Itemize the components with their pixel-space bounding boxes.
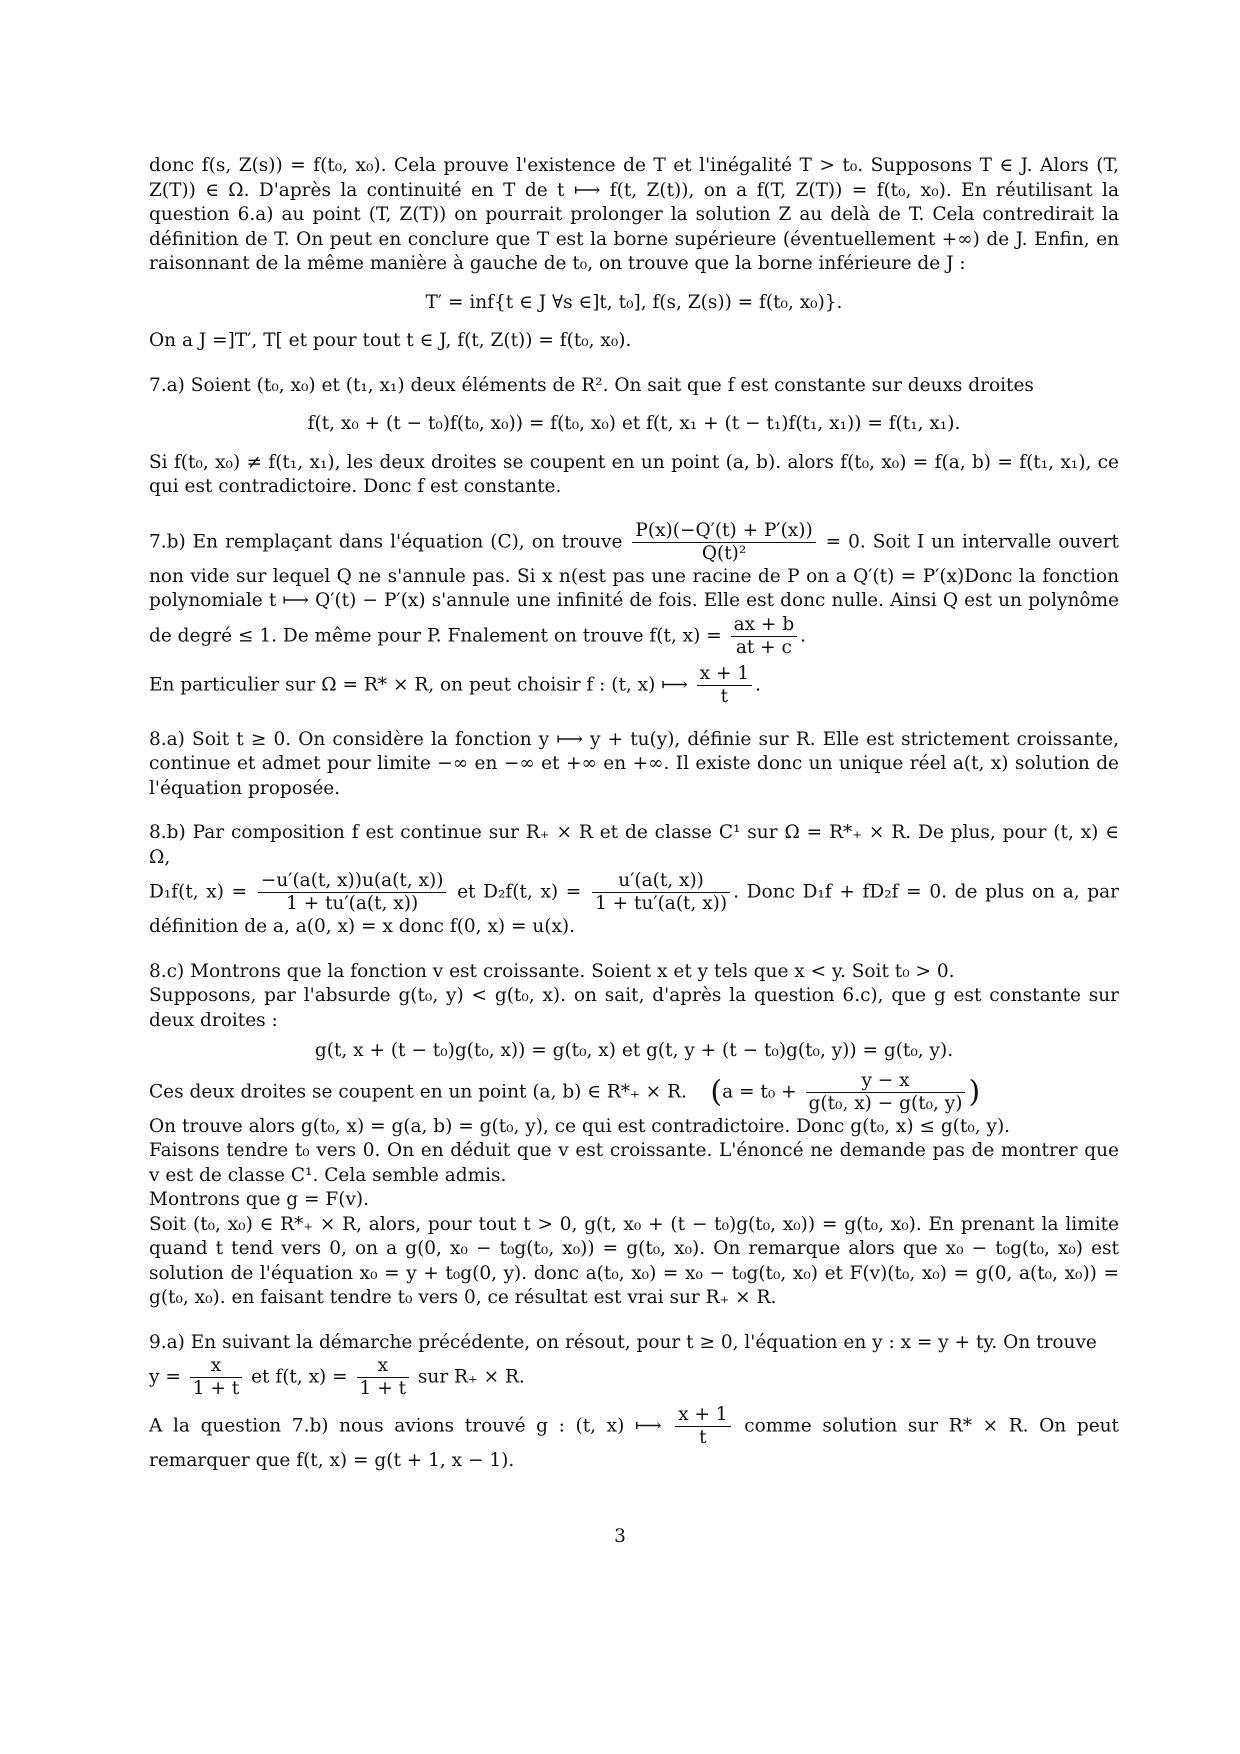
paragraph-7b: 7.b) En remplaçant dans l'équation (C), on trouve $\frac{P(x)(-Q'(t) + P'(x))}{\text{Q(t)²}}$ = 0. Soit I un intervalle ouvert non vide sur lequel Q ne s'annule pas. Si x n(est pas une racine de P on a Q′(t) = P′(x)Donc la fonction polynomiale t ⟼ Q′(t) − P′(x) s'annule une infinité de fois. Elle est donc nulle. Ainsi Q est un polynôme de degré ≤ 1. De même pour P. Fnalement on trouve f(t, x) = $\frac{ax + b}{at + c}$ . bbox=[149, 519, 1119, 658]
equation-two-lines-g: g(t, x + (t − t₀)g(t₀, x)) = g(t₀, x) et g(t, y + (t − t₀)g(t₀, y)) = g(t₀, y). bbox=[314, 1040, 954, 1061]
paragraph-8c: 8.c) Montrons que la fonction v est croissante. Soient x et y tels que x < y. Soit t₀ > 0. bbox=[149, 960, 955, 982]
paragraph-8c-intersection: Ces deux droites se coupent en un point (a, b) ∈ R*₊ × R. (a = t₀ + $\frac{y - x}{\text{g(t₀, x) − g(t₀, y)}}$ ) bbox=[149, 1069, 981, 1114]
paragraph-8c-absurd: Supposons, par l'absurde g(t₀, y) < g(t₀, x). on sait, d'après la question 6.c), que g est constante sur deux droites : bbox=[149, 985, 1119, 1031]
paragraph-7a: 7.a) Soient (t₀, x₀) et (t₁, x₁) deux éléments de R². On sait que f est constante sur deuxs droites bbox=[149, 374, 1034, 396]
page-body bbox=[149, 154, 1119, 1474]
fraction-a-value: $\frac{y - x}{\text{g(t₀, x) − g(t₀, y)}}$ bbox=[806, 1070, 966, 1115]
equation-two-lines-f: f(t, x₀ + (t − t₀)f(t₀, x₀)) = f(t₀, x₀) et f(t, x₁ + (t − t₁)f(t₁, x₁)) = f(t₁, x₁). bbox=[307, 413, 961, 434]
paragraph-existence-T: donc f(s, Z(s)) = f(t₀, x₀). Cela prouve l'existence de T et l'inégalité T > t₀. Supposons T ∈ J. Alors (T, Z(T)) ∈ Ω. D'après la continuité en T de t ⟼ f(t, Z(t)), on a f(T, Z(T)) = f(t₀, x₀). En réutilisant la question 6.a) au point (T, Z(T)) on pourrait prolonger la solution Z au delà de T. Cela contredirait la définition de T. On peut en conclure que T est la borne supérieure (éventuellement +∞) de J. Enfin, en raisonnant de la même manière à gauche de t₀, on trouve que la borne inférieure de J : bbox=[149, 155, 1119, 274]
paragraph-interval-J: On a J =]T′, T[ et pour tout t ∈ J, f(t, Z(t)) = f(t₀, x₀). bbox=[149, 330, 632, 351]
paragraph-8a: 8.a) Soit t ≥ 0. On considère la fonction y ⟼ y + tu(y), définie sur R. Elle est strictement croissante, continue et admet pour limite −∞ en −∞ et +∞ en +∞. Il existe donc un unique réel a(t, x) solution de l'équation proposée. bbox=[149, 728, 1119, 799]
page-number: 3 bbox=[614, 1526, 626, 1547]
fraction-f-solution: $\frac{x}{1 + t}$ bbox=[357, 1355, 409, 1400]
fraction-D2f: $\frac{u'(a(t, x))}{1 + tu'(a(t, x))}$ bbox=[592, 870, 730, 915]
paragraph-9a-solution: y = $\frac{x}{1 + t}$ et f(t, x) = $\frac{x}{1 + t}$ sur R₊ × R. bbox=[149, 1355, 525, 1399]
fraction-equation-C: $\frac{P(x)(-Q'(t) + P'(x))}{\text{Q(t)²}}$ bbox=[632, 520, 815, 565]
paragraph-8c-proof: Soit (t₀, x₀) ∈ R*₊ × R, alors, pour tout t > 0, g(t, x₀ + (t − t₀)g(t₀, x₀)) = g(t₀, x₀). En prenant la limite quand t tend vers 0, on a g(0, x₀ − t₀g(t₀, x₀)) = g(t₀, x₀). On remarque alors que x₀ − t₀g(t₀, x₀) est solution de l'équation x₀ = y + t₀g(0, y). donc a(t₀, x₀) = x₀ − t₀g(t₀, x₀) et F(v)(t₀, x₀) = g(0, a(t₀, x₀)) = g(t₀, x₀). en faisant tendre t₀ vers 0, ce résultat est vrai sur R₊ × R. bbox=[149, 1213, 1119, 1308]
fraction-g-solution: $\frac{x + 1}{t}$ bbox=[675, 1404, 730, 1449]
paragraph-9a-remark: A la question 7.b) nous avions trouvé g : (t, x) ⟼ $\frac{x + 1}{t}$ comme solution sur R* × R. On peut remarquer que f(t, x) = g(t + 1, x − 1). bbox=[149, 1404, 1119, 1471]
paragraph-8c-limit: Faisons tendre t₀ vers 0. On en déduit que v est croissante. L'énoncé ne demande pas de montrer que v est de classe C¹. Cela semble admis. bbox=[149, 1140, 1119, 1186]
fraction-homographic: $\frac{ax + b}{at + c}$ bbox=[731, 614, 798, 659]
fraction-D1f: $\frac{-u'(a(t, x))u(a(t, x))}{1 + tu'(a(t, x))}$ bbox=[258, 870, 447, 915]
fraction-y-solution: $\frac{x}{1 + t}$ bbox=[190, 1355, 242, 1400]
paragraph-7b-choice: En particulier sur Ω = R* × R, on peut choisir f : (t, x) ⟼ $\frac{x + 1}{t}$ . bbox=[149, 662, 761, 707]
paragraph-7a-conclusion: Si f(t₀, x₀) ≠ f(t₁, x₁), les deux droites se coupent en un point (a, b). alors f(t₀, x₀) = f(a, b) = f(t₁, x₁), ce qui est contradictoire. Donc f est constante. bbox=[149, 451, 1119, 497]
paragraph-8b: 8.b) Par composition f est continue sur R₊ × R et de classe C¹ sur Ω = R*₊ × R. De plus, pour (t, x) ∈ Ω, bbox=[149, 822, 1119, 868]
paragraph-8c-goal: Montrons que g = F(v). bbox=[149, 1189, 369, 1210]
fraction-x-plus-1-over-t: $\frac{x + 1}{t}$ bbox=[697, 663, 752, 708]
paragraph-8b-derivatives: D₁f(t, x) = $\frac{-u'(a(t, x))u(a(t, x))}{1 + tu'(a(t, x))}$ et D₂f(t, x) = $\frac{u'(a(t, x))}{1 + tu'(a(t, x))}$ . Donc D₁f + fD₂f = 0. de plus on a, par définition de a, a(0, x) = x donc f(0, x) = u(x). bbox=[149, 870, 1120, 937]
paragraph-8c-contradiction: On trouve alors g(t₀, x) = g(a, b) = g(t₀, y), ce qui est contradictoire. Donc g(t₀, x) ≤ g(t₀, y). bbox=[149, 1115, 1011, 1137]
equation-T-prime: T′ = inf{t ∈ J ∀s ∈]t, t₀], f(s, Z(s)) = f(t₀, x₀)}. bbox=[425, 291, 843, 313]
paragraph-9a: 9.a) En suivant la démarche précédente, on résout, pour t ≥ 0, l'équation en y : x = y + ty. On trouve bbox=[149, 1331, 1097, 1353]
